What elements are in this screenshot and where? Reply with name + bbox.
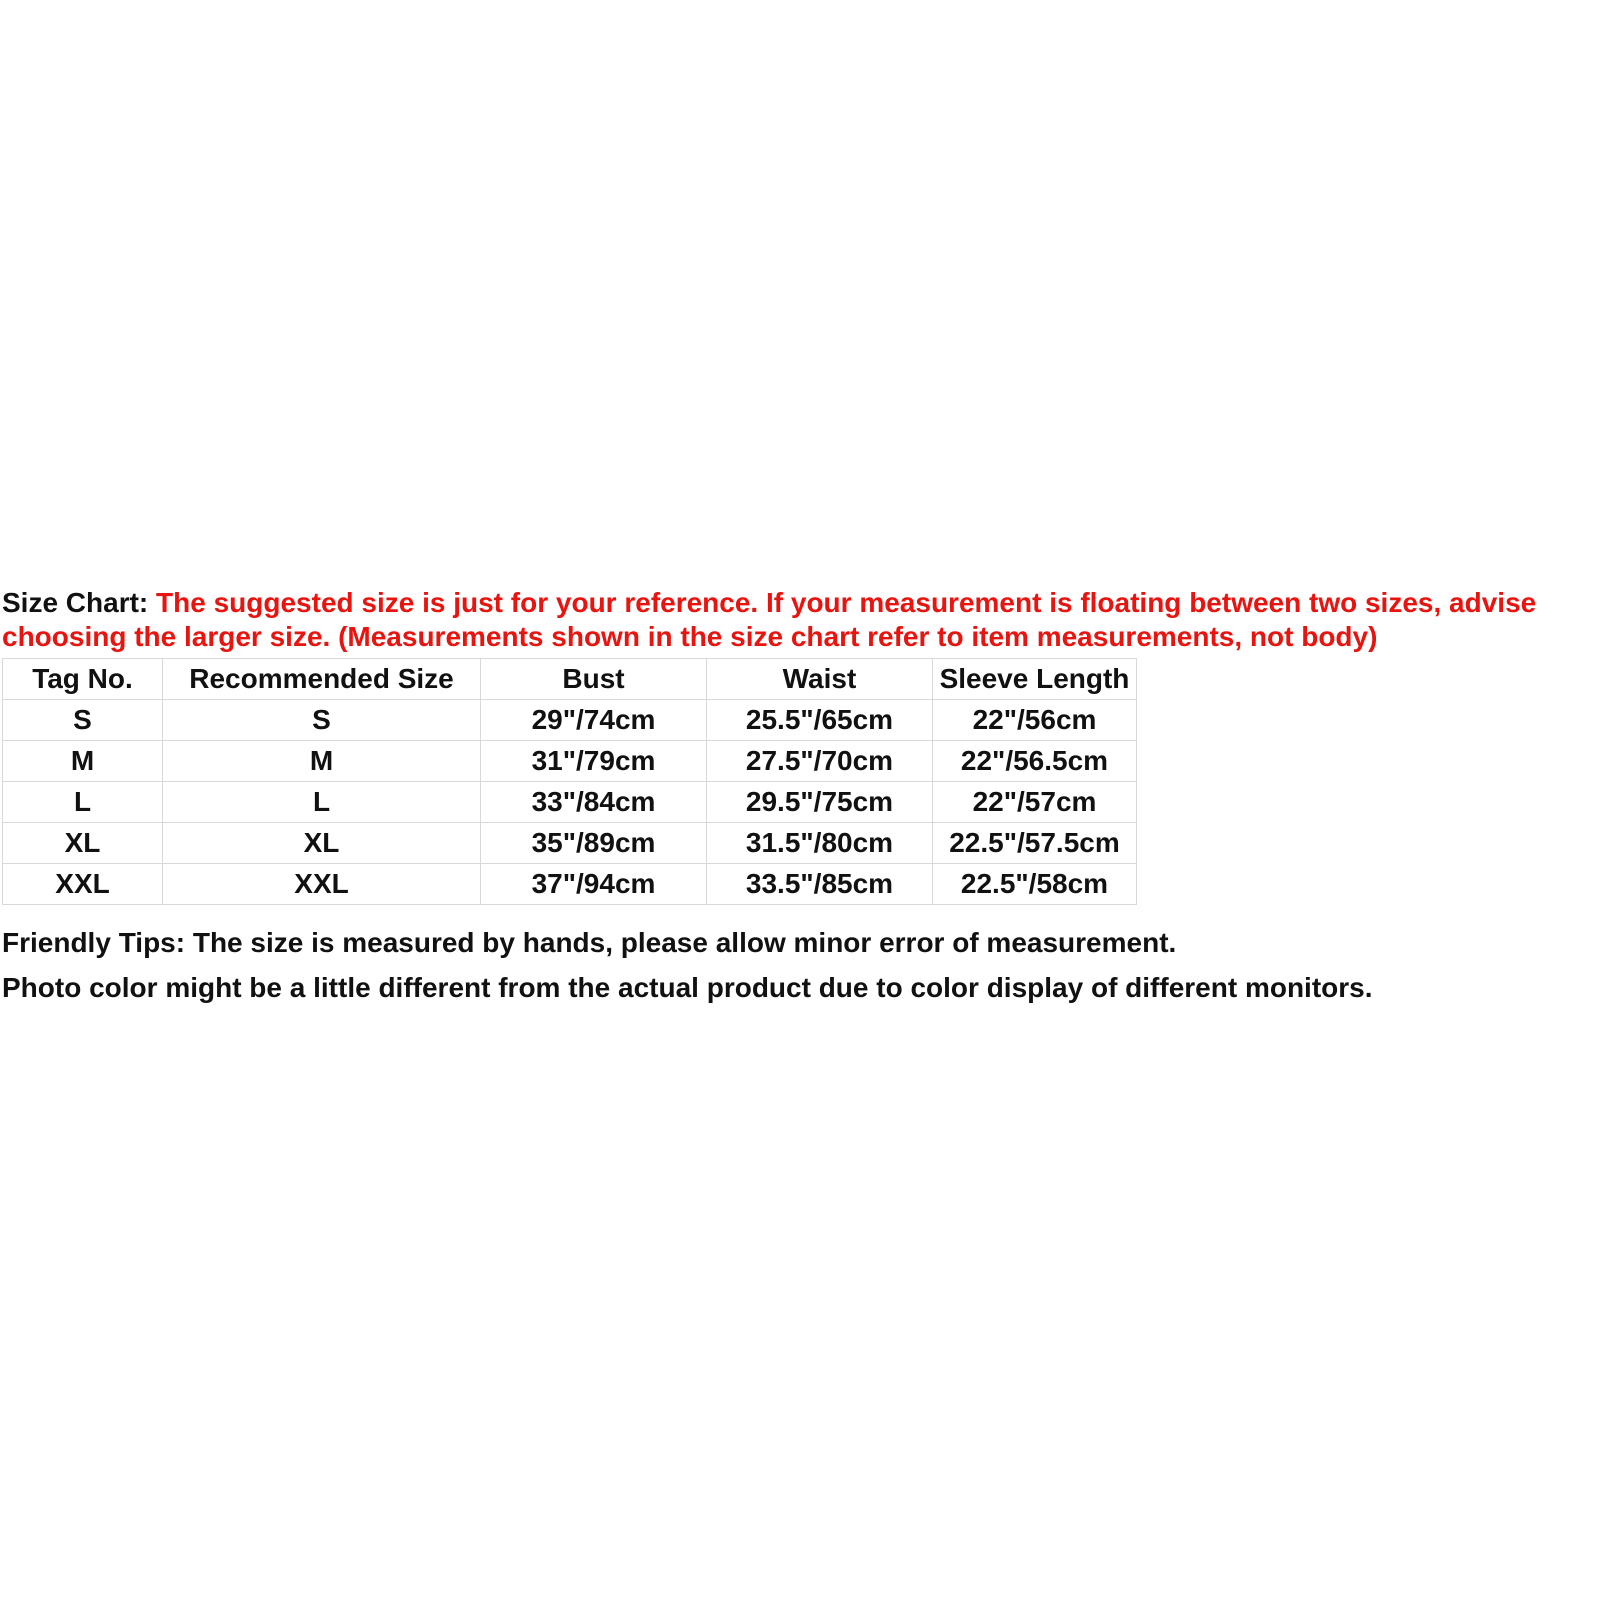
cell-sleeve-length: 22"/57cm bbox=[933, 782, 1137, 823]
friendly-tips-text: Friendly Tips: The size is measured by hands, please allow minor error of measurement. bbox=[2, 927, 1177, 958]
cell-recommended-size: XXL bbox=[163, 864, 481, 905]
size-chart-label: Size Chart: bbox=[2, 587, 157, 618]
cell-sleeve-length: 22.5"/57.5cm bbox=[933, 823, 1137, 864]
cell-waist: 27.5"/70cm bbox=[707, 741, 933, 782]
cell-recommended-size: XL bbox=[163, 823, 481, 864]
cell-recommended-size: S bbox=[163, 700, 481, 741]
cell-bust: 29"/74cm bbox=[481, 700, 707, 741]
column-header-waist: Waist bbox=[707, 659, 933, 700]
table-row bbox=[3, 823, 1137, 864]
cell-sleeve-length: 22.5"/58cm bbox=[933, 864, 1137, 905]
table-row bbox=[3, 864, 1137, 905]
header-line-1 bbox=[2, 586, 1598, 620]
cell-sleeve-length: 22"/56.5cm bbox=[933, 741, 1137, 782]
size-advice-notice-line-2: choosing the larger size. (Measurements shown in the size chart refer to item measurements, not body) bbox=[2, 621, 1378, 652]
size-advice-notice-line-1: The suggested size is just for your reference. If your measurement is floating between two sizes, advise bbox=[156, 587, 1537, 618]
table-row bbox=[3, 741, 1137, 782]
cell-recommended-size: M bbox=[163, 741, 481, 782]
size-table bbox=[2, 658, 1137, 905]
cell-recommended-size: L bbox=[163, 782, 481, 823]
cell-tag-no: M bbox=[3, 741, 163, 782]
cell-waist: 25.5"/65cm bbox=[707, 700, 933, 741]
cell-bust: 31"/79cm bbox=[481, 741, 707, 782]
cell-waist: 31.5"/80cm bbox=[707, 823, 933, 864]
cell-bust: 37"/94cm bbox=[481, 864, 707, 905]
cell-waist: 29.5"/75cm bbox=[707, 782, 933, 823]
cell-sleeve-length: 22"/56cm bbox=[933, 700, 1137, 741]
column-header-bust: Bust bbox=[481, 659, 707, 700]
cell-tag-no: L bbox=[3, 782, 163, 823]
table-header-row bbox=[3, 659, 1137, 700]
column-header-tag-no: Tag No. bbox=[3, 659, 163, 700]
cell-tag-no: XL bbox=[3, 823, 163, 864]
cell-bust: 33"/84cm bbox=[481, 782, 707, 823]
column-header-recommended-size: Recommended Size bbox=[163, 659, 481, 700]
size-chart-header bbox=[2, 586, 1598, 654]
cell-tag-no: S bbox=[3, 700, 163, 741]
table-row bbox=[3, 700, 1137, 741]
cell-tag-no: XXL bbox=[3, 864, 163, 905]
cell-bust: 35"/89cm bbox=[481, 823, 707, 864]
photo-color-disclaimer: Photo color might be a little different from the actual product due to color display of different monitors. bbox=[2, 972, 1373, 1003]
cell-waist: 33.5"/85cm bbox=[707, 864, 933, 905]
table-row bbox=[3, 782, 1137, 823]
column-header-sleeve-length: Sleeve Length bbox=[933, 659, 1137, 700]
